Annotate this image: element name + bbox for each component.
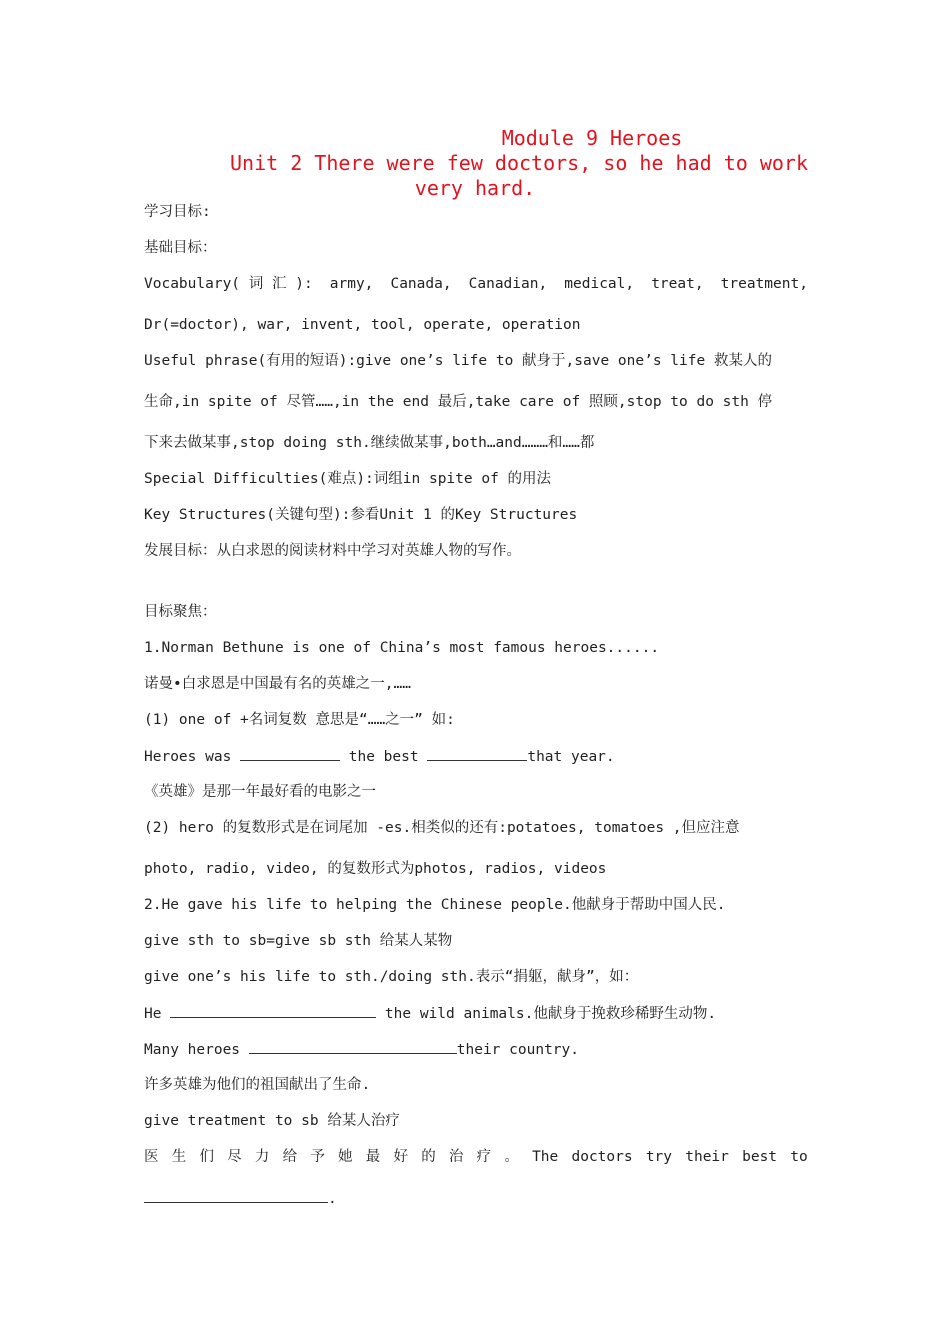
special-difficulties-line: Special Difficulties(难点):词组in spite of 的用法 [144, 471, 552, 487]
treatment-line-word: 疗 [476, 1149, 492, 1165]
treatment-line-word: 给 [282, 1149, 298, 1165]
treatment-line-word: 医 [144, 1149, 159, 1165]
useful-phrase-line: Useful phrase(有用的短语):give one’s life to 献身于,save one’s life 救某人的 [144, 353, 772, 369]
unit-title-continued: very hard. [414, 176, 536, 200]
fill-blank[interactable] [427, 746, 527, 761]
exercise-translation-2: 许多英雄为他们的祖国献出了生命. [144, 1077, 371, 1093]
treatment-line-word: to [790, 1149, 808, 1165]
key-structures-line: Key Structures(关键句型):参看Unit 1 的Key Structures [144, 507, 578, 523]
exercise-line-treatment [144, 1147, 808, 1167]
fill-blank[interactable] [170, 1003, 376, 1018]
useful-phrase-line-3: 下来去做某事,stop doing sth.继续做某事,both…and………和……都 [144, 435, 595, 451]
learning-goals-heading: 学习目标: [144, 204, 211, 220]
unit-title: Unit 2 There were few doctors, so he had to work [230, 151, 808, 175]
treatment-line-word: 最 [365, 1149, 381, 1165]
exercise-line-animals: He the wild animals.他献身于挽救珍稀野生动物. [144, 1003, 808, 1024]
vocabulary-line [144, 274, 808, 294]
vocab-word: Vocabulary( 词 汇 ): [144, 276, 313, 292]
treatment-line-word: 生 [171, 1149, 187, 1165]
treatment-line-word: doctors [571, 1149, 633, 1165]
vocabulary-line-2: Dr(=doctor), war, invent, tool, operate, operation [144, 317, 581, 333]
basic-goals-heading: 基础目标： [144, 240, 217, 256]
treatment-line-word: their [685, 1149, 729, 1165]
note-give-treatment: give treatment to sb 给某人治疗 [144, 1113, 400, 1129]
vocab-word: army, [329, 276, 374, 292]
development-goal-line: 发展目标：从白求恩的阅读材料中学习对英雄人物的写作。 [144, 543, 521, 559]
vocab-word: treatment, [720, 276, 808, 292]
module-title: Module 9 Heroes [501, 126, 683, 150]
exercise-line-country: Many heroes their country. [144, 1039, 808, 1060]
treatment-line-word: The [532, 1149, 559, 1165]
treatment-line-word: 予 [310, 1149, 325, 1165]
fill-blank[interactable] [240, 746, 340, 761]
vocab-word: Canadian, [468, 276, 548, 292]
note-give-life: give one’s his life to sth./doing sth.表示“捐躯，献身”，如： [144, 969, 639, 985]
useful-phrase-line-2: 生命,in spite of 尽管……,in the end 最后,take care of 照顾,stop to do sth 停 [144, 394, 773, 410]
treatment-line-word: best [742, 1149, 778, 1165]
exercise-line-heroes: Heroes was the best that year. [144, 746, 808, 767]
focus-heading: 目标聚焦： [144, 604, 217, 620]
treatment-line-word: 治 [448, 1149, 464, 1165]
example-sentence-2: 2.He gave his life to helping the Chinese people.他献身于帮助中国人民. [144, 897, 726, 913]
exercise-translation: 《英雄》是那一年最好看的电影之一 [144, 784, 376, 800]
vocab-word: treat, [651, 276, 704, 292]
treatment-line-word: 她 [338, 1149, 353, 1165]
treatment-line-word: 们 [199, 1149, 214, 1165]
exercise-line-end: . [144, 1188, 808, 1209]
treatment-line-word: 。 [504, 1149, 519, 1165]
treatment-line-word: 尽 [227, 1149, 242, 1165]
example-translation-1: 诺曼•白求恩是中国最有名的英雄之一,…… [144, 676, 411, 692]
vocab-word: Canada, [390, 276, 452, 292]
fill-blank[interactable] [144, 1188, 328, 1203]
treatment-line-word: try [645, 1149, 673, 1165]
note-give-sth: give sth to sb=give sb sth 给某人某物 [144, 933, 453, 949]
treatment-line-word: 的 [421, 1149, 436, 1165]
note-one-of: (1) one of +名词复数 意思是“……之一” 如: [144, 712, 455, 728]
fill-blank[interactable] [249, 1039, 457, 1054]
note-plural-photo: photo, radio, video, 的复数形式为photos, radios, videos [144, 861, 607, 877]
example-sentence-1: 1.Norman Bethune is one of China’s most famous heroes...... [144, 640, 660, 656]
vocab-word: medical, [564, 276, 635, 292]
treatment-line-word: 好 [393, 1149, 408, 1165]
treatment-line-word: 力 [254, 1149, 270, 1165]
note-plural-hero: (2) hero 的复数形式是在词尾加 -es.相类似的还有:potatoes, tomatoes ,但应注意 [144, 820, 740, 836]
